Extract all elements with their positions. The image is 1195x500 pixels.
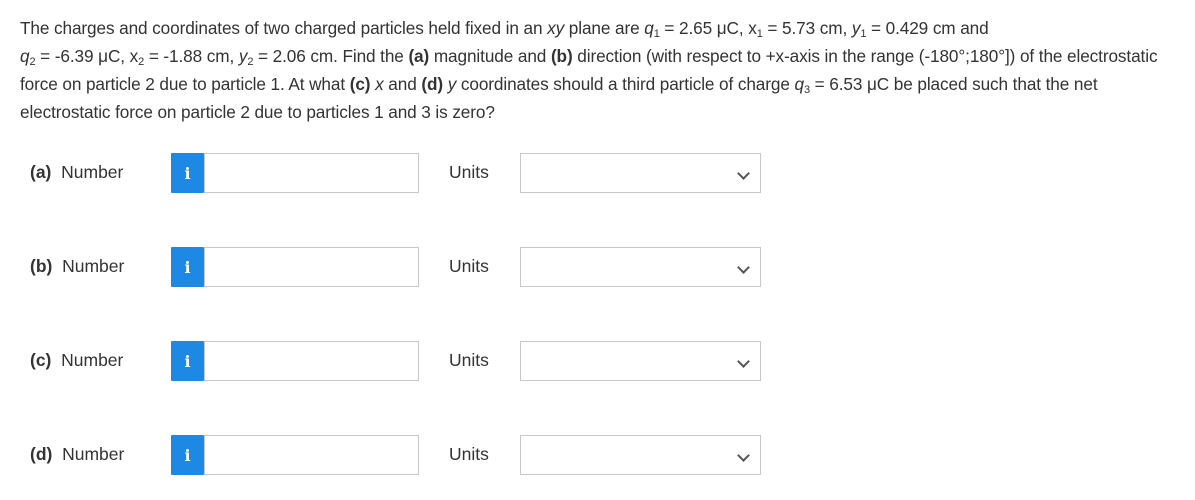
units-label-d: Units [449,444,489,464]
units-label-c: Units [449,350,489,370]
units-select-b[interactable] [520,247,761,287]
info-icon[interactable]: i [171,247,204,287]
answer-row-b [0,247,1195,289]
part-label-d: (d) Number [30,444,125,464]
question-text: The charges and coordinates of two charged particles held fixed in an xy plane are $q_1 = 2.65$ μC, $x_1 = 5.73$ cm, $y_1 = 0.429$ cm and $q_2 = -6.39$ μC, $x_2 = -1.88$ cm, $y_2 = 2.06$ cm. Find the (a) magnitude and (b) direction (with respect to +x-axis in the range (-180°;180°]) of the electrostatic force on particle 2 due to particle 1. At what (c) x and (d) y coordinates should a third particle of charge $q_3 = 6.53$ μC be placed such that the net electrostatic force on particle 2 due to particles 1 and 3 is zero? [20,18,1158,122]
chevron-down-icon [737,167,750,180]
chevron-down-icon [737,355,750,368]
units-select-d[interactable] [520,435,761,475]
info-icon[interactable]: i [171,435,204,475]
chevron-down-icon [737,449,750,462]
units-label-b: Units [449,256,489,276]
chevron-down-icon [737,261,750,274]
answer-row-c [0,341,1195,383]
answer-row-d [0,435,1195,477]
units-select-c[interactable] [520,341,761,381]
number-input-c[interactable] [204,341,419,381]
units-label-a: Units [449,162,489,182]
part-label-b: (b) Number [30,256,125,276]
part-label-a: (a) Number [30,162,124,182]
info-icon[interactable]: i [171,153,204,193]
number-input-b[interactable] [204,247,419,287]
number-input-a[interactable] [204,153,419,193]
units-select-a[interactable] [520,153,761,193]
answer-row-a [0,153,1195,195]
number-input-d[interactable] [204,435,419,475]
info-icon[interactable]: i [171,341,204,381]
part-label-c: (c) Number [30,350,124,370]
